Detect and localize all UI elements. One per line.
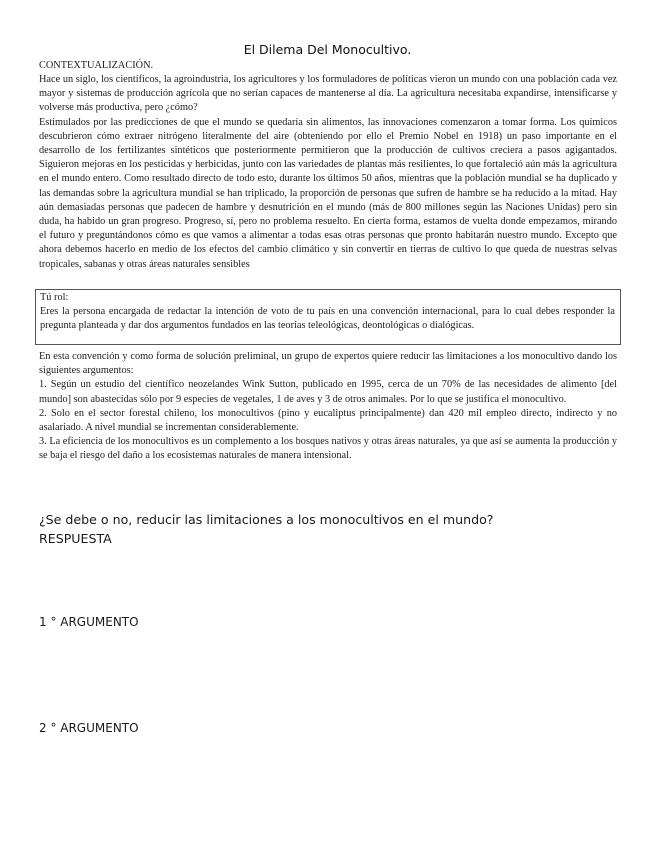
context-paragraph-2: Estimulados por las predicciones de que el mundo se quedaría sin alimentos, las innovaciones comenzaron a tomar forma. Los químicos descubrieron cómo extraer nitrógeno literalmente del aire (obteniendo por ello el Premio Nobel en 1918) un paso importante en el desarrollo de los fertilizantes sintéticos que posteriormente permitieron que la producción de cultivos creciera a pasos agigantados. Siguieron mejoras en los pesticidas y herbicidas, junto con las variedades de plantas más resilientes, lo que fortaleció aún más la agricultura en el mundo entero. Como resultado directo de todo esto, durante los últimos 50 años, mientras que la población mundial se ha duplicado y las demandas sobre la agricultura mundial se han triplicado, la proporción de personas que sufren de hambre se ha reducido a la mitad. Hay aún demasiadas personas que padecen de hambre y desnutrición en el mundo (más de 800 millones según las Naciones Unidas) pero sin duda, ha habido un gran progreso. Progreso, sí, pero no problema resuelto. En cierta forma, estamos de vuelta donde empezamos, mirando el futuro y preguntándonos cómo es que vamos a alimentar a todas esas otras personas que pronto habitarán nuestro mundo. Excepto que ahora debemos hacerlo en medio de los efectos del cambio climático y sin convertir en tierras de cultivo lo que queda de nuestras selvas tropicales, sabanas y otras áreas naturales sensibles <box>39 116 617 270</box>
argument-1-heading: 1 ° ARGUMENTO <box>39 615 139 629</box>
context-paragraph-1: Hace un siglo, los científicos, la agroindustria, los agricultores y los formuladores de políticas vieron un mundo con una población cada vez mayor y sistemas de producción agrícola que no serían capaces de mantenerse al día. La agricultura necesitaba expandirse, intensificarse y volverse más productiva, pero ¿cómo? <box>39 74 617 114</box>
section-label: CONTEXTUALIZACIÓN. <box>39 60 154 71</box>
argument-2-heading: 2 ° ARGUMENTO <box>39 721 139 735</box>
role-label: Tú rol: <box>40 292 69 303</box>
convention-intro: En esta convención y como forma de solución preliminal, un grupo de expertos quiere reducir las limitaciones a los monocultivo dando los siguientes argumentos: <box>39 351 617 377</box>
document-title: El Dilema Del Monocultivo. <box>243 42 412 57</box>
argument-item-3: 3. La eficiencia de los monocultivos es un complemento a los bosques nativos y otras áreas naturales, ya que así se aumenta la producción y se baja el riesgo del daño a los ecosistemas naturales de manera intensional. <box>39 436 617 462</box>
argument-item-2: 2. Solo en el sector forestal chileno, los monocultivos (pino y eucaliptus principalmente) dan 420 mil empleo directo, indirecto y no asalariado. A nivel mundial se incrementan considerablemente. <box>39 407 617 434</box>
answer-heading: RESPUESTA <box>39 531 112 546</box>
question-text: ¿Se debe o no, reducir las limitaciones a los monocultivos en el mundo? <box>39 512 494 527</box>
role-box <box>35 289 621 345</box>
context-section <box>39 73 617 272</box>
argument-item-1: 1. Según un estudio del científico neozelandes Wink Sutton, publicado en 1995, cerca de un 70% de las necesidades de alimento [del mundo] son abastecidas sólo por 9 especies de vegetales, 1 de aves y 3 de otros animales. Por lo que se justifica el monocultivo. <box>39 379 617 405</box>
role-text: Eres la persona encargada de redactar la intención de voto de tu país en una convención internacional, para lo cual debes responder la pregunta planteada y dar dos argumentos fundados en las teorías teleológicas, deontológicas o dialógicas. <box>40 306 615 332</box>
convention-section <box>39 350 617 464</box>
question-block <box>39 510 639 548</box>
